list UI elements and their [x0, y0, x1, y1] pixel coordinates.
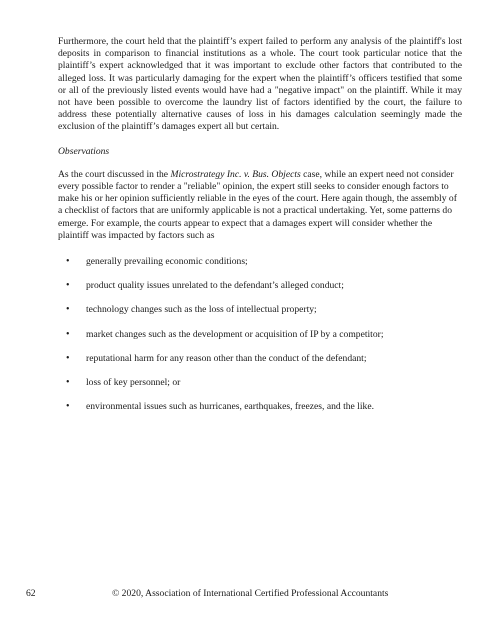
factor-list-item — [58, 256, 462, 268]
factor-text: reputational harm for any reason other than the conduct of the defendant; — [86, 352, 367, 364]
factor-list-item — [58, 329, 462, 341]
page-content — [58, 36, 462, 425]
paragraph-observations — [58, 169, 462, 242]
paragraph-damages-analysis: Furthermore, the court held that the plaintiff’s expert failed to perform any analysis of the plaintiff's lost deposits in comparison to financial institutions as a whole. The court took particular notice that the plaintiff’s expert acknowledged that it was important to exclude other factors that contributed to the alleged loss. It was particularly damaging for the expert when the plaintiff’s officers testified that some or all of the previously listed events would have had a "negative impact" on the plaintiff. While it may not have been possible to overcome the laundry list of factors identified by the court, the failure to address these potentially alternative causes of loss in his damages calculation seemingly made the exclusion of the plaintiff’s damages expert all but certain. — [58, 36, 462, 133]
factor-text: product quality issues unrelated to the defendant’s alleged conduct; — [86, 280, 344, 292]
factor-list — [58, 256, 462, 413]
copyright-notice: © 2020, Association of International Certified Professional Accountants — [112, 588, 389, 599]
bullet-icon: • — [66, 304, 70, 316]
bullet-icon: • — [66, 280, 70, 292]
factor-list-item — [58, 401, 462, 413]
bullet-icon: • — [66, 352, 70, 364]
factor-text: technology changes such as the loss of intellectual property; — [86, 304, 317, 316]
paragraph-observations-lead: As the court discussed in the — [58, 168, 171, 180]
paragraph-observations-body: case, while an expert need not consider every possible factor to render a "reliable" opinion, the expert still seeks to consider enough factors to make his or her opinion sufficiently reliable in the eyes of the court. Here again though, the assembly of a checklist of factors that are uniformly applicable is not a practical undertaking. Yet, some patterns do emerge. For example, the courts appear to expect that a damages expert will consider whether the plaintiff was impacted by factors such as — [58, 168, 457, 241]
factor-text: loss of key personnel; or — [86, 377, 181, 389]
section-heading-observations: Observations — [58, 145, 110, 157]
factor-text: market changes such as the development or acquisition of IP by a competitor; — [86, 328, 384, 340]
factor-text: environmental issues such as hurricanes, earthquakes, freezes, and the like. — [86, 401, 374, 413]
case-name: Microstrategy Inc. v. Bus. Objects — [170, 168, 301, 180]
factor-list-item — [58, 353, 462, 365]
bullet-icon: • — [66, 377, 70, 389]
bullet-icon: • — [66, 256, 70, 268]
bullet-icon: • — [66, 401, 70, 413]
factor-text: generally prevailing economic conditions; — [86, 256, 248, 268]
factor-list-item — [58, 304, 462, 316]
bullet-icon: • — [66, 328, 70, 340]
factor-list-item — [58, 377, 462, 389]
page-number: 62 — [26, 588, 36, 599]
factor-list-item — [58, 280, 462, 292]
